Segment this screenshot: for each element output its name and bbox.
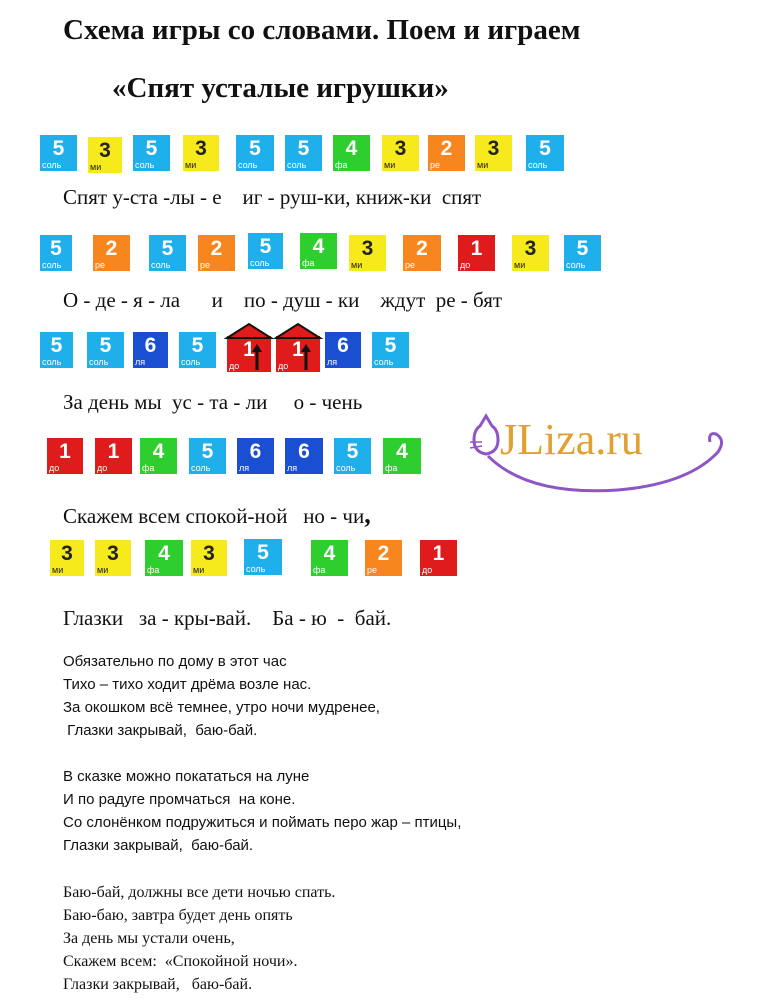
note-block: 5 соль	[179, 332, 216, 368]
verse-line: Баю-баю, завтра будет день опять	[63, 907, 293, 924]
page-title: Схема игры со словами. Поем и играем	[63, 14, 581, 46]
note-block: 5 соль	[40, 332, 73, 368]
note-block: 3 ми	[95, 540, 131, 576]
roof-icon	[227, 324, 271, 338]
verse-line: Глазки закрывай, баю-бай.	[63, 976, 253, 993]
note-block: 4 фа	[383, 438, 421, 474]
verse-2	[63, 765, 461, 857]
note-block: 5 соль	[564, 235, 601, 271]
site-logo-text: JLiza.ru	[500, 415, 643, 464]
verse-line: Баю-бай, должны все дети ночью спать.	[63, 884, 336, 901]
lyric-line-2: О - де - я - ла и по - душ - ки ждут ре - бят	[63, 288, 503, 312]
note-row-1	[0, 135, 771, 179]
note-block: 3 ми	[50, 540, 84, 576]
note-block: 4 фа	[300, 233, 337, 269]
note-row-4	[0, 438, 771, 482]
note-block: 6 ля	[237, 438, 274, 474]
verse-line: За окошком всё темнее, утро ночи мудренее,	[63, 699, 380, 716]
note-block: 5 соль	[372, 332, 409, 368]
note-block: 3 ми	[512, 235, 549, 271]
note-block: 3 ми	[88, 137, 122, 173]
note-block: 6 ля	[285, 438, 323, 474]
note-block: 2 ре	[403, 235, 441, 271]
verse-3	[63, 881, 335, 996]
verse-line: Со слонёнком подружиться и поймать перо жар – птицы,	[63, 814, 462, 831]
note-block: 3 ми	[183, 135, 219, 171]
note-block: 1 до	[276, 336, 320, 372]
note-block: 1 до	[458, 235, 495, 271]
note-block: 3 ми	[382, 135, 419, 171]
note-block: 2 ре	[428, 135, 465, 171]
verse-line: Глазки закрывай, баю-бай.	[63, 837, 254, 854]
verse-line: Обязательно по дому в этот час	[63, 653, 287, 670]
note-block: 5 соль	[334, 438, 371, 474]
note-block: 5 соль	[248, 233, 283, 269]
verse-1	[63, 650, 380, 742]
note-block: 5 соль	[244, 539, 282, 575]
verse-line: Скажем всем: «Спокойной ночи».	[63, 953, 298, 970]
lyric-line-4	[63, 500, 371, 530]
note-block: 5 соль	[236, 135, 274, 171]
note-block: 2 ре	[93, 235, 130, 271]
note-block: 5 соль	[133, 135, 170, 171]
note-row-2	[0, 235, 771, 279]
note-block: 5 соль	[526, 135, 564, 171]
lyric-comma: ,	[364, 500, 371, 529]
note-block: 4 фа	[333, 135, 370, 171]
note-block: 1 до	[420, 540, 457, 576]
high-do-markers	[222, 322, 327, 374]
lyric-line-5: Глазки за - кры-вай. Ба - ю - бай.	[63, 606, 392, 630]
up-arrow-icon	[252, 344, 262, 352]
note-block: 4 фа	[140, 438, 177, 474]
note-block: 5 соль	[40, 235, 72, 271]
note-block: 2 ре	[365, 540, 402, 576]
note-block: 4 фа	[145, 540, 183, 576]
note-block: 6 ля	[325, 332, 361, 368]
lyric-line-1: Спят у-ста -лы - е иг - руш-ки, книж-ки спят	[63, 185, 482, 209]
note-block: 3 ми	[191, 540, 227, 576]
verse-line: В сказке можно покататься на луне	[63, 768, 310, 785]
note-row-5	[0, 540, 771, 584]
song-title: «Спят усталые игрушки»	[112, 72, 449, 104]
note-block: 5 соль	[87, 332, 124, 368]
note-row-3	[0, 332, 771, 376]
note-block: 1 до	[47, 438, 83, 474]
note-block: 3 ми	[349, 235, 386, 271]
note-block: 3 ми	[475, 135, 512, 171]
verse-line: За день мы устали очень,	[63, 930, 235, 947]
note-block: 5 соль	[149, 235, 186, 271]
note-block: 5 соль	[40, 135, 77, 171]
verse-line: Глазки закрывай, баю-бай.	[63, 722, 258, 739]
up-arrow-icon	[301, 344, 311, 352]
note-block: 5 соль	[285, 135, 322, 171]
note-block: 1 до	[95, 438, 132, 474]
note-block: 6 ля	[133, 332, 168, 368]
note-block: 5 соль	[189, 438, 226, 474]
roof-icon	[276, 324, 320, 338]
verse-line: И по радуге промчаться на коне.	[63, 791, 296, 808]
lyric-line-3: За день мы ус - та - ли о - чень	[63, 390, 363, 414]
note-block: 2 ре	[198, 235, 235, 271]
note-block: 4 фа	[311, 540, 348, 576]
lyric-text: Скажем всем спокой-ной но - чи	[63, 504, 365, 528]
note-block: 1 до	[227, 336, 271, 372]
verse-line: Тихо – тихо ходит дрёма возле нас.	[63, 676, 312, 693]
